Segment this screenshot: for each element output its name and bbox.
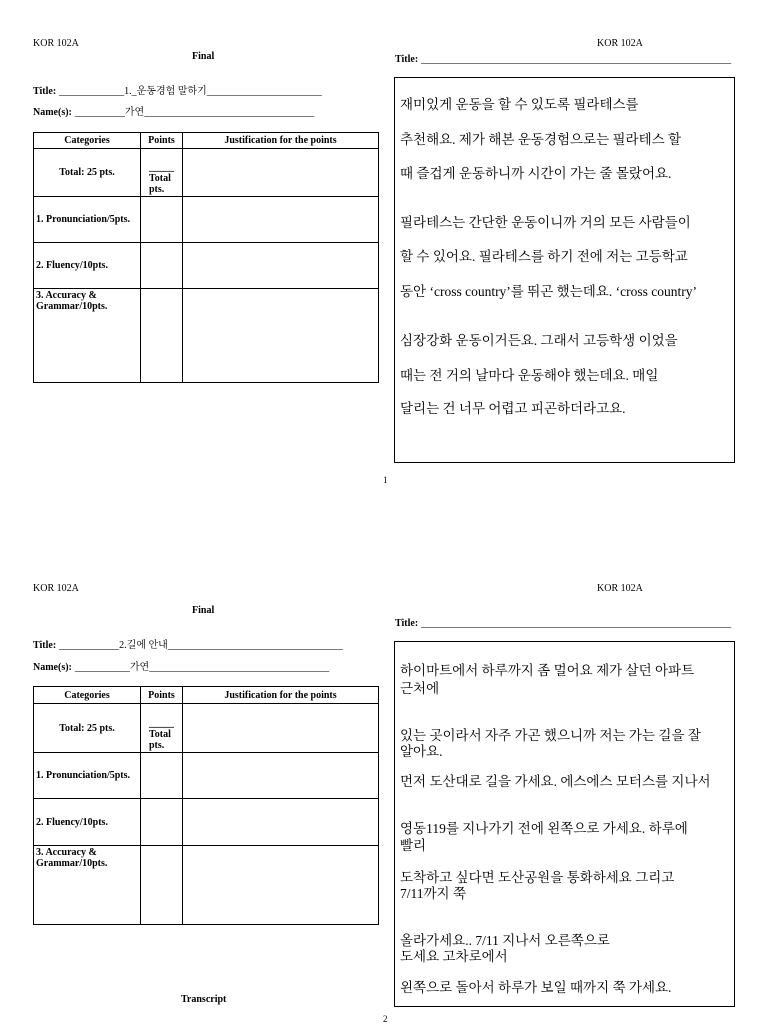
justification-cell — [183, 846, 379, 925]
rubric-table — [33, 686, 379, 925]
category-fluency: 2. Fluency/10pts. — [34, 243, 141, 289]
header-justification: Justification for the points — [183, 133, 379, 149]
points-cell — [141, 289, 183, 383]
transcript-line: 근처에 — [400, 681, 440, 696]
assignment-title-line — [33, 640, 343, 651]
rubric-row-accuracy-grammar — [34, 289, 379, 383]
transcript-line: 심장강화 운동이거든요. 그래서 고등학생 이었을 — [400, 333, 678, 348]
points-total-label: Total pts. — [149, 173, 171, 195]
transcript-line: 때는 전 거의 날마다 운동해야 했는데요. 매일 — [400, 368, 659, 383]
category-pronunciation: 1. Pronunciation/5pts. — [34, 197, 141, 243]
transcript-line: 있는 곳이라서 자주 가곤 했으니까 저는 가는 길을 잘 — [400, 728, 701, 743]
header-points: Points — [141, 133, 183, 149]
points-cell — [141, 197, 183, 243]
justification-cell — [183, 197, 379, 243]
points-cell — [141, 846, 183, 925]
category-accuracy-grammar: 3. Accuracy & Grammar/10pts. — [34, 846, 141, 925]
assignment-title-label: Title: — [33, 86, 57, 97]
names-value: __________가연__________________________________ — [74, 107, 315, 118]
transcript-title-line — [395, 54, 731, 65]
header-points: Points — [141, 687, 183, 704]
justification-cell — [183, 799, 379, 846]
justification-cell — [183, 704, 379, 753]
rubric-header-row — [34, 133, 379, 149]
points-cell — [141, 243, 183, 289]
names-label: Name(s): — [33, 662, 72, 673]
assignment-title-line — [33, 86, 322, 97]
rubric-header-row — [34, 687, 379, 704]
header-justification: Justification for the points — [183, 687, 379, 704]
transcript-line: 7/11까지 쭉 — [400, 886, 466, 901]
points-total-label: Total pts. — [149, 729, 171, 751]
names-value: ___________가연____________________________________ — [74, 662, 330, 673]
transcript-line: 도착하고 싶다면 도산공원을 통화하세요 그리고 — [400, 870, 675, 885]
transcript-line: 영동119를 지나가기 전에 왼쪽으로 가세요. 하루에 — [400, 821, 688, 836]
assignment-title-value: ____________2.길에 안내___________________________________ — [59, 640, 343, 651]
transcript-line: 올라가세요.. 7/11 지나서 오른쪽으로 — [400, 933, 610, 948]
assignment-title-value: _____________1._운동경험 말하기_______________________ — [59, 86, 322, 97]
transcript-title-blank: ______________________________________________________________ — [421, 618, 732, 629]
page-number: 1 — [383, 475, 388, 485]
header-categories: Categories — [34, 133, 141, 149]
header-categories: Categories — [34, 687, 141, 704]
transcript-line: 때 즐겁게 운동하니까 시간이 가는 줄 몰랐어요. — [400, 166, 672, 181]
names-label: Name(s): — [33, 107, 72, 118]
points-cell — [141, 799, 183, 846]
rubric-row-pronunciation — [34, 197, 379, 243]
rubric-row-total — [34, 704, 379, 753]
points-blank: _____ — [149, 718, 174, 729]
transcript-box — [394, 641, 735, 1007]
course-code-left: KOR 102A — [33, 38, 79, 49]
transcript-title-line — [395, 618, 731, 629]
points-total-cell — [141, 149, 183, 197]
final-label: Final — [192, 51, 215, 62]
points-total-cell — [141, 704, 183, 753]
rubric-row-fluency — [34, 243, 379, 289]
category-total: Total: 25 pts. — [34, 149, 141, 197]
rubric-row-pronunciation — [34, 753, 379, 799]
names-line — [33, 107, 314, 118]
justification-cell — [183, 753, 379, 799]
assignment-title-label: Title: — [33, 640, 57, 651]
justification-cell — [183, 243, 379, 289]
page-1 — [0, 0, 768, 500]
transcript-label: Transcript — [181, 994, 227, 1005]
category-accuracy-grammar: 3. Accuracy & Grammar/10pts. — [34, 289, 141, 383]
transcript-line: 달리는 건 너무 어렵고 피곤하더라고요. — [400, 401, 626, 416]
category-total: Total: 25 pts. — [34, 704, 141, 753]
points-total-block — [149, 162, 177, 195]
page-2 — [0, 560, 768, 1024]
course-code-right: KOR 102A — [597, 38, 643, 49]
transcript-title-label: Title: — [395, 54, 419, 65]
justification-cell — [183, 149, 379, 197]
points-total-block — [149, 718, 177, 751]
transcript-title-blank: ______________________________________________________________ — [421, 54, 732, 65]
points-cell — [141, 753, 183, 799]
transcript-line: 빨리 — [400, 838, 427, 853]
transcript-line: 추천해요. 제가 해본 운동경험으로는 필라테스 할 — [400, 132, 682, 147]
category-fluency: 2. Fluency/10pts. — [34, 799, 141, 846]
page-number: 2 — [383, 1014, 388, 1024]
points-blank: _____ — [149, 162, 174, 173]
final-label: Final — [192, 605, 215, 616]
course-code-left: KOR 102A — [33, 583, 79, 594]
transcript-line: 왼쪽으로 돌아서 하루가 보일 때까지 쭉 가세요. — [400, 980, 672, 995]
rubric-row-total — [34, 149, 379, 197]
transcript-line: 필라테스는 간단한 운동이니까 거의 모든 사람들이 — [400, 215, 691, 230]
justification-cell — [183, 289, 379, 383]
category-pronunciation: 1. Pronunciation/5pts. — [34, 753, 141, 799]
transcript-line: 재미있게 운동을 할 수 있도록 필라테스를 — [400, 97, 639, 112]
transcript-line: 먼저 도산대로 길을 가세요. 에스에스 모터스를 지나서 — [400, 774, 711, 789]
transcript-line: 할 수 있어요. 필라테스를 하기 전에 저는 고등학교 — [400, 249, 688, 264]
rubric-table — [33, 132, 379, 383]
transcript-line: 알아요. — [400, 744, 443, 759]
rubric-row-accuracy-grammar — [34, 846, 379, 925]
transcript-box — [394, 77, 735, 463]
transcript-line: 도세요 고차로에서 — [400, 949, 508, 964]
transcript-line: 동안 ‘cross country’를 뛰곤 했는데요. ‘cross country’ — [400, 284, 697, 299]
transcript-title-label: Title: — [395, 618, 419, 629]
transcript-line: 하이마트에서 하루까지 좀 멀어요 제가 살던 아파트 — [400, 663, 695, 678]
rubric-row-fluency — [34, 799, 379, 846]
names-line — [33, 662, 329, 673]
course-code-right: KOR 102A — [597, 583, 643, 594]
